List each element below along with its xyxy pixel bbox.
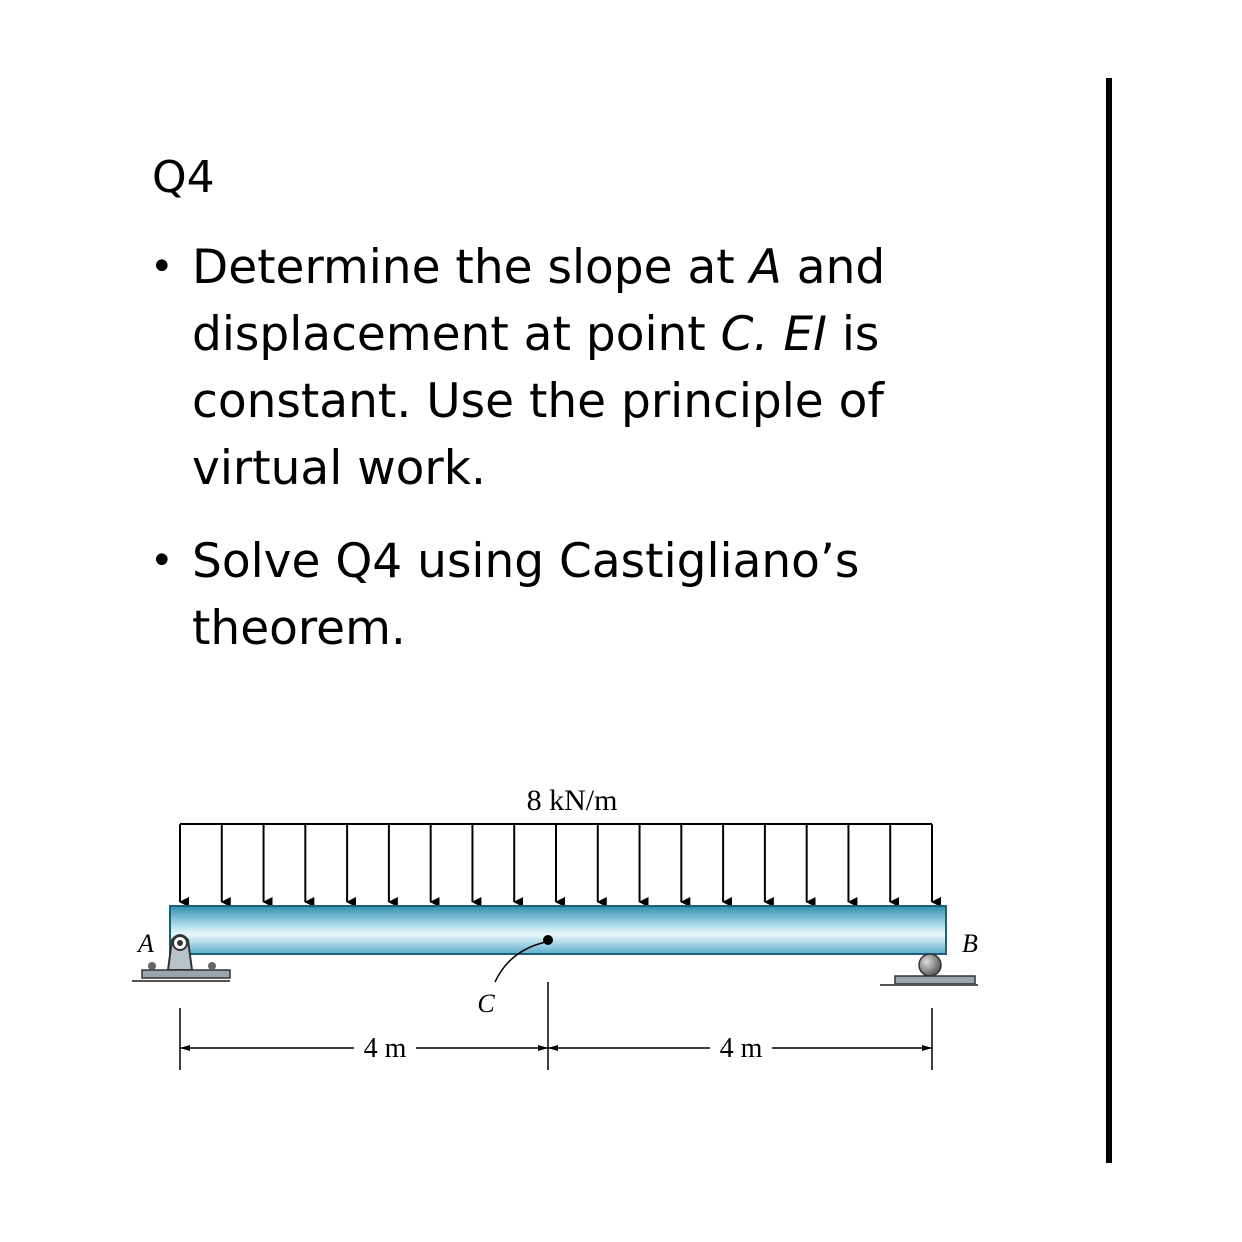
bullet-text-1	[192, 234, 970, 502]
slide-title: Q4	[152, 152, 215, 203]
text-segment: Determine the slope at	[192, 240, 750, 295]
bullet-dot-icon: •	[150, 244, 174, 290]
beam-diagram	[120, 760, 1000, 1094]
dimension-lines	[180, 982, 932, 1070]
text-segment: is constant. Use the principle of virtual work.	[192, 307, 884, 496]
dimension-label-left: 4 m	[363, 1033, 407, 1064]
roller-support-b	[880, 954, 978, 985]
bullet-item-1	[150, 234, 970, 502]
bullet-item-2	[150, 528, 970, 662]
vertical-divider	[1106, 78, 1112, 1163]
bullet-dot-icon: •	[150, 538, 174, 584]
label-point-c: C	[477, 989, 495, 1018]
distributed-load	[180, 824, 932, 902]
load-label: 8 kN/m	[526, 784, 618, 817]
text-segment: and displacement at point	[192, 240, 886, 362]
beam	[170, 906, 946, 954]
label-point-b: B	[962, 929, 978, 958]
text-segment-italic: A	[749, 240, 782, 295]
bullet-text-2	[192, 528, 970, 662]
label-point-a: A	[138, 929, 154, 958]
dimension-label-right: 4 m	[719, 1033, 763, 1064]
text-segment-italic: C. EI	[720, 307, 827, 362]
point-c-dot	[543, 935, 553, 945]
text-segment: Solve Q4 using Castigliano’s theorem.	[192, 534, 860, 656]
